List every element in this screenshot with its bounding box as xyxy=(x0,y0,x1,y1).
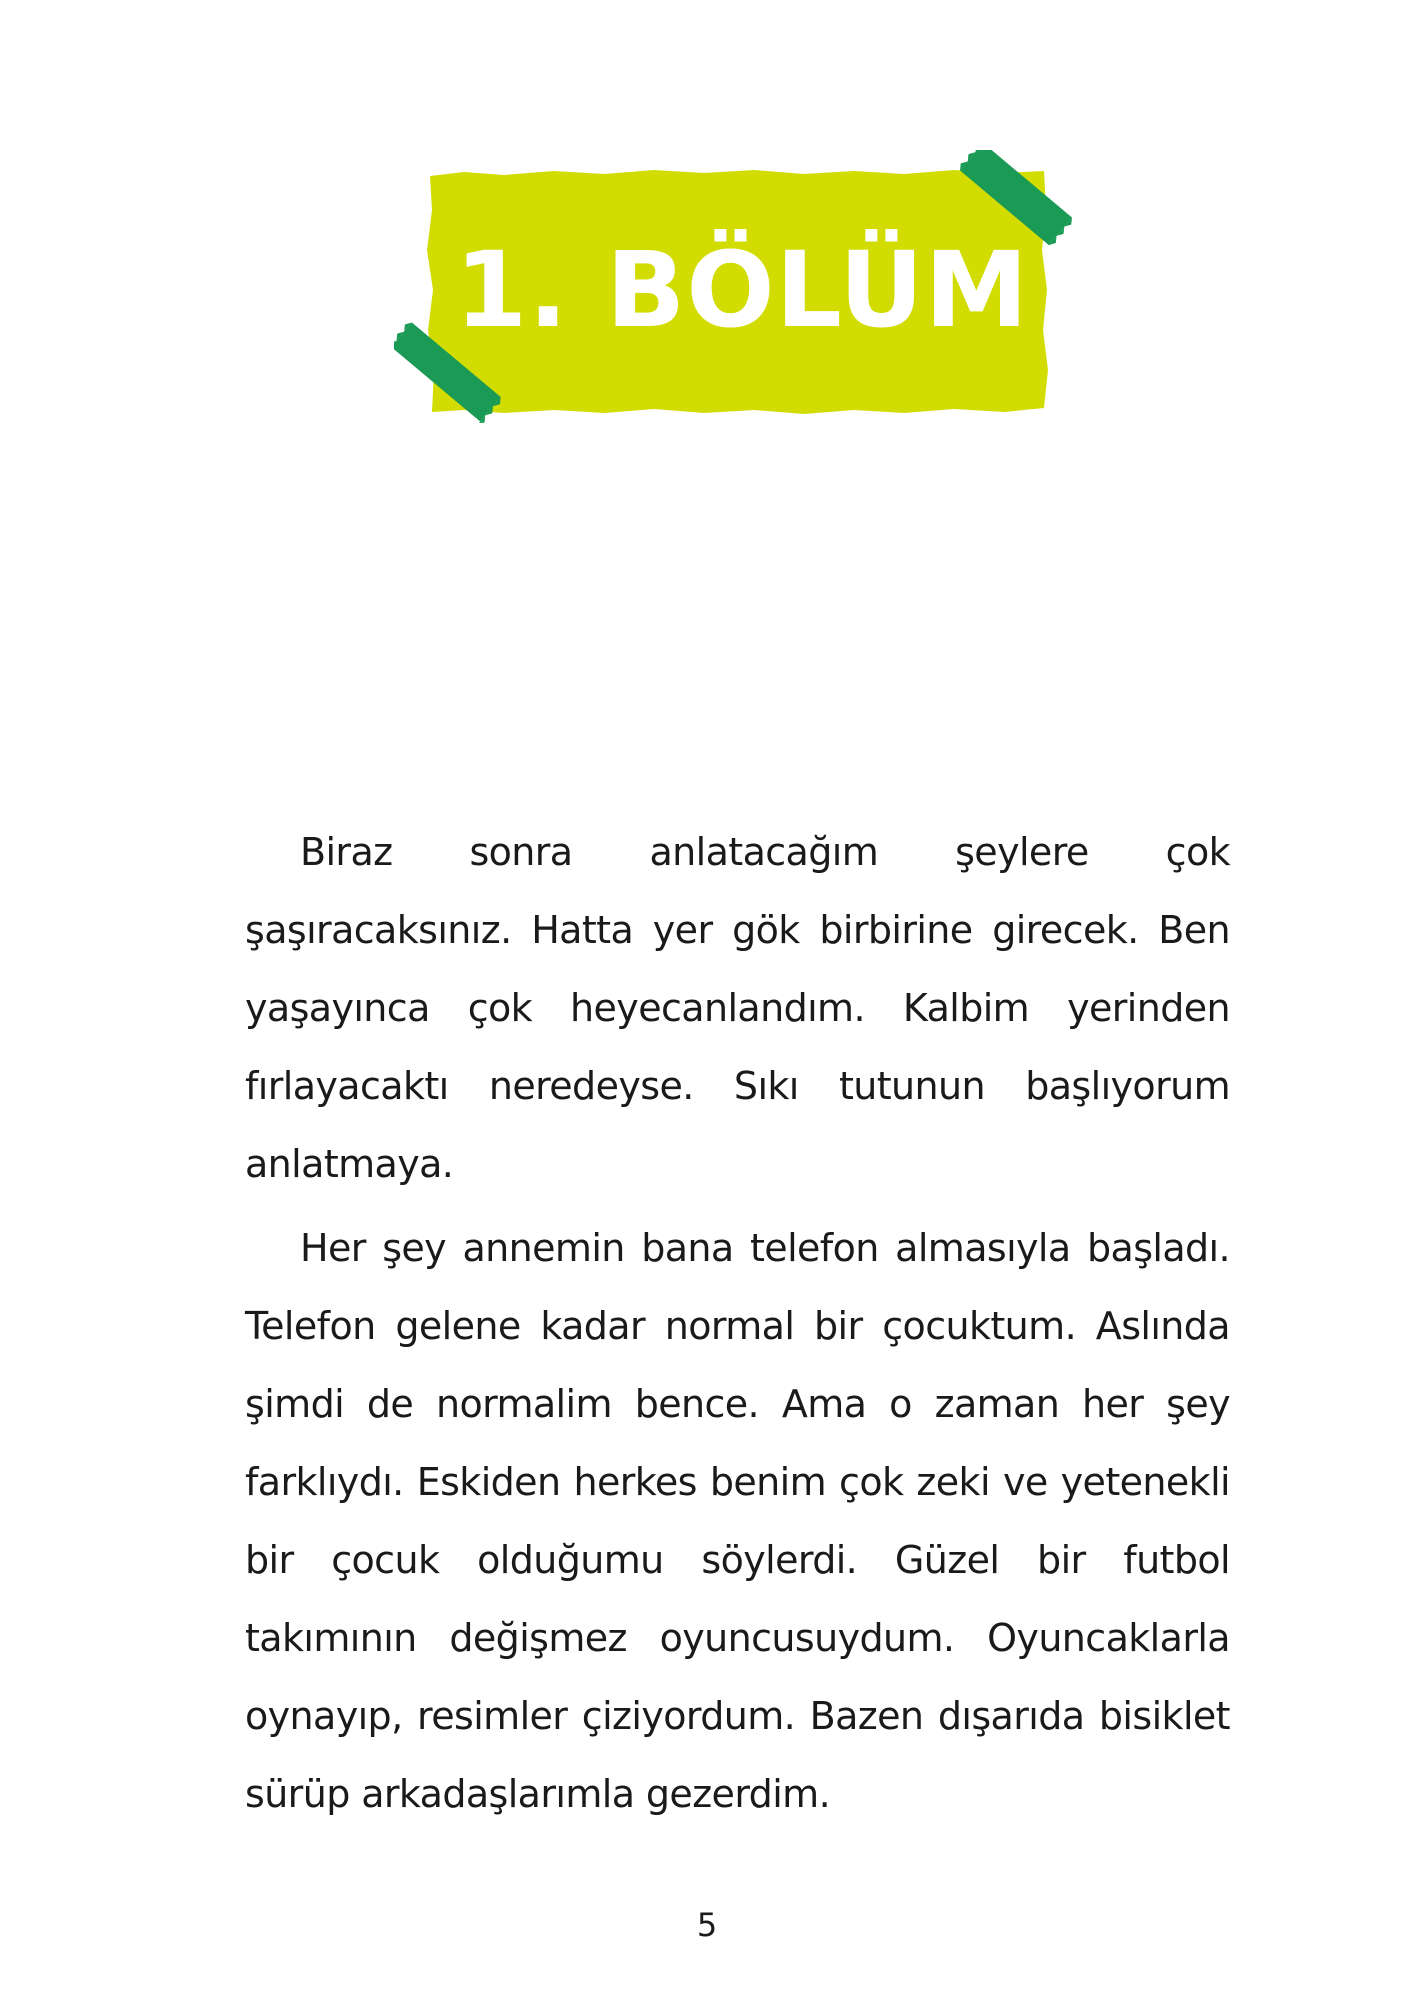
chapter-title: 1. BÖLÜM xyxy=(454,229,1030,351)
body-text xyxy=(245,813,1230,1839)
page-number: 5 xyxy=(696,1906,718,1944)
chapter-banner xyxy=(394,150,1090,440)
paragraph-1: Biraz sonra anlatacağım şeylere çok şaşıracaksınız. Hatta yer gök birbirine girecek. Ben yaşayınca çok heyecanlandım. Kalbim yerinden fırlayacaktı neredeyse. Sıkı tutunun başlıyorum anlatmaya. xyxy=(245,830,1230,1186)
paragraph-2: Her şey annemin bana telefon almasıyla başladı. Telefon gelene kadar normal bir çocuktum. Aslında şimdi de normalim bence. Ama o zaman her şey farklıydı. Eskiden herkes benim çok zeki ve yetenekli bir çocuk olduğumu söylerdi. Güzel bir futbol takımının değişmez oyuncusuydum. Oyuncaklarla oynayıp, resimler çiziyordum. Bazen dışarıda bisiklet sürüp arkadaşlarımla gezerdim. xyxy=(245,1226,1230,1816)
